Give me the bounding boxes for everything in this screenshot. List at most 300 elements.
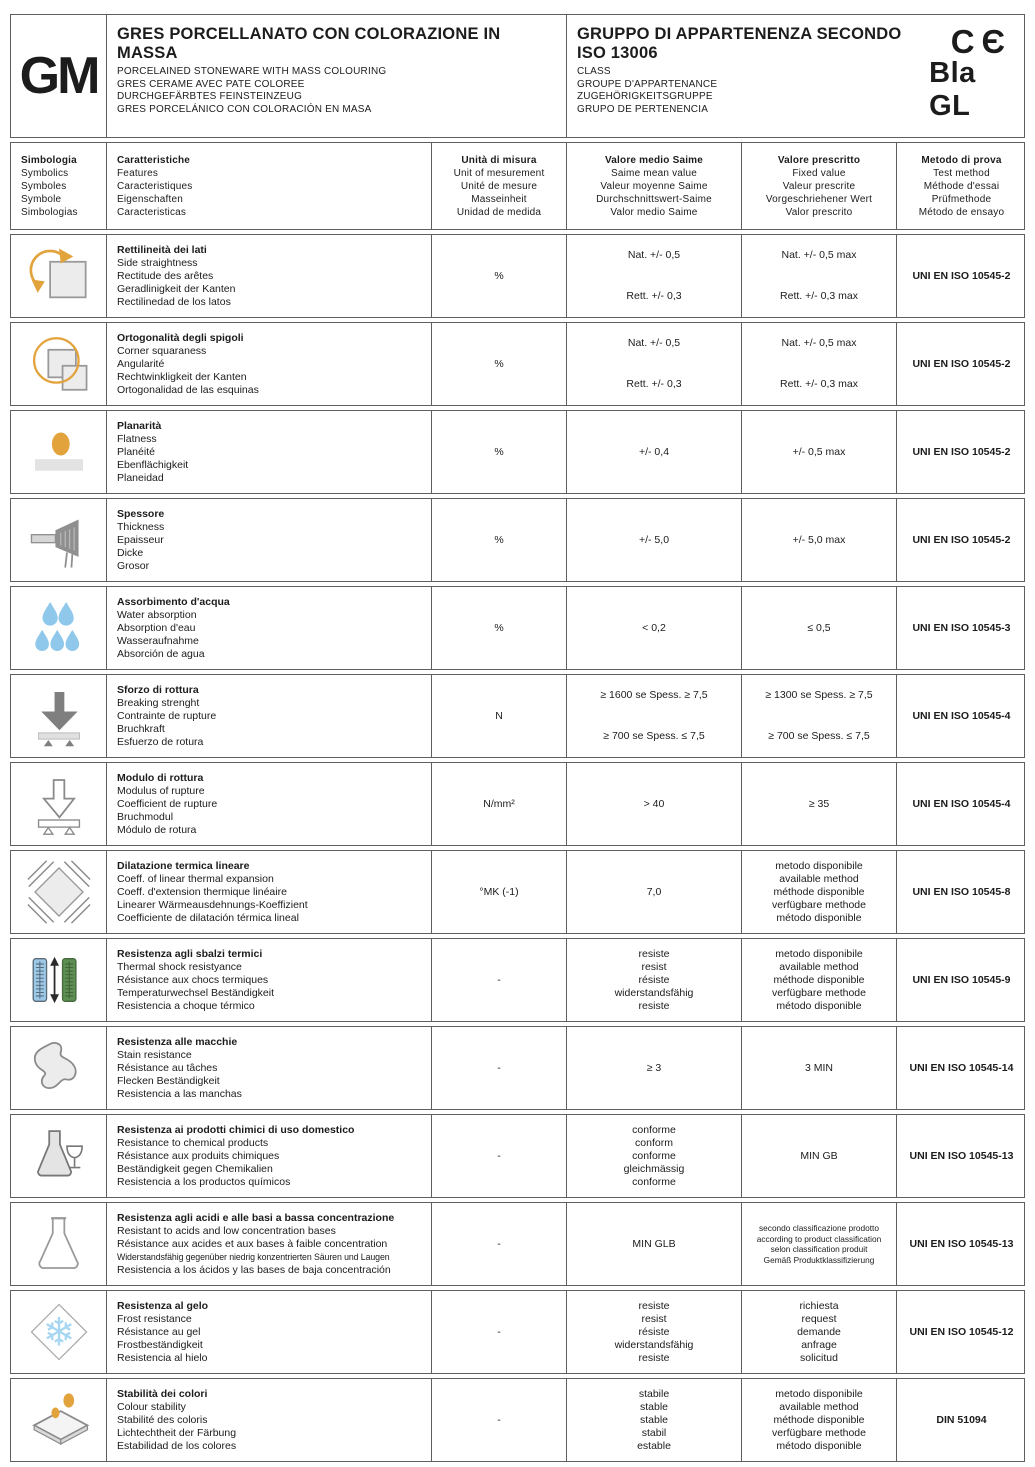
table-row <box>10 938 1025 1022</box>
feature-line: Estabilidad de los colores <box>117 1439 237 1452</box>
unit-value <box>431 939 566 1021</box>
mean-value <box>566 587 741 669</box>
feature-line: Résistance au tâches <box>117 1061 218 1074</box>
row-features <box>106 1115 431 1197</box>
fixed-value-line: solicitud <box>800 1351 838 1364</box>
mean-value <box>566 411 741 493</box>
table-row <box>10 1202 1025 1286</box>
mean-value-line: conform <box>635 1136 673 1149</box>
mean-value <box>566 1115 741 1197</box>
row-features <box>106 235 431 317</box>
feature-line: Breaking strenght <box>117 696 200 709</box>
method-value-line: UNI EN ISO 10545-3 <box>912 621 1011 634</box>
row-features <box>106 1203 431 1285</box>
column-header-line: Durchschnittswert-Saime <box>596 193 712 205</box>
column-header-line: Caracteristicas <box>117 206 187 218</box>
table-row <box>10 322 1025 406</box>
column-header-features <box>106 143 431 229</box>
mean-value-line: ≥ 700 se Spess. ≤ 7,5 <box>603 730 705 742</box>
column-header-line: Symboles <box>21 180 67 192</box>
row-symbol-cell <box>11 499 106 581</box>
feature-line: Coeff. d'extension thermique linéaire <box>117 885 287 898</box>
method-value-line: UNI EN ISO 10545-14 <box>909 1061 1014 1074</box>
method-value <box>896 235 1026 317</box>
feature-line: Spessore <box>117 507 165 520</box>
unit-value-line: N <box>495 709 503 722</box>
column-header-line: Features <box>117 167 159 179</box>
product-subtitles <box>117 66 556 116</box>
fixed-value-line: request <box>801 1312 837 1325</box>
fixed-value-line: Gemäß Produktklassifizierung <box>763 1254 875 1265</box>
fixed-value-line: metodo disponibile <box>775 947 863 960</box>
column-header-line: Unità di misura <box>461 154 537 166</box>
table-row <box>10 850 1025 934</box>
row-symbol-cell <box>11 763 106 845</box>
fixed-value <box>741 763 896 845</box>
unit-value <box>431 235 566 317</box>
column-header-line: Valore medio Saime <box>604 154 704 166</box>
mean-value <box>566 1203 741 1285</box>
feature-line: Esfuerzo de rotura <box>117 735 204 748</box>
feature-line: Rechtwinkligkeit der Kanten <box>117 370 247 383</box>
class-code: Bla GL <box>929 57 976 122</box>
mean-value-line: +/- 0,4 <box>638 445 670 458</box>
table-row <box>10 498 1025 582</box>
method-value-line: UNI EN ISO 10545-2 <box>912 269 1011 282</box>
mean-value <box>566 323 741 405</box>
svg-text:❄: ❄ <box>42 1310 75 1356</box>
fixed-value-line: método disponible <box>776 1439 862 1452</box>
feature-line: Flecken Beständigkeit <box>117 1074 220 1087</box>
feature-line: Rettilineità dei lati <box>117 243 207 256</box>
mean-value-line: 7,0 <box>646 885 662 898</box>
unit-value-line: - <box>497 1061 501 1074</box>
unit-value-line: % <box>494 357 504 370</box>
method-value-line: UNI EN ISO 10545-4 <box>912 709 1011 722</box>
brand-logo: GM <box>19 47 98 105</box>
feature-line: Resistencia a choque térmico <box>117 999 255 1012</box>
feature-line: Thermal shock resistyance <box>117 960 242 973</box>
column-header-line: Valore prescritto <box>777 154 861 166</box>
table-row <box>10 410 1025 494</box>
feature-line: Coefficiente de dilatación térmica lineal <box>117 911 299 924</box>
mean-value <box>566 1379 741 1461</box>
product-subtitle: GRES PORCELÁNICO CON COLORACIÓN EN MASA <box>117 103 372 115</box>
feature-line: Stabilità dei colori <box>117 1387 208 1400</box>
column-header-fixed <box>741 143 896 229</box>
modulus-of-rupture-icon <box>27 772 91 836</box>
group-subtitle: GRUPO DE PERTENENCIA <box>577 103 709 115</box>
column-header-line: Caratteristiche <box>117 154 191 166</box>
mean-value <box>566 499 741 581</box>
row-features <box>106 675 431 757</box>
column-header-line: Caracteristiques <box>117 180 193 192</box>
fixed-value-line: anfrage <box>801 1338 837 1351</box>
feature-line: Stain resistance <box>117 1048 192 1061</box>
unit-value-line: % <box>494 445 504 458</box>
feature-line: Temperaturwechsel Beständigkeit <box>117 986 274 999</box>
fixed-value-line: available method <box>779 872 859 885</box>
method-value <box>896 323 1026 405</box>
feature-line: Résistance au gel <box>117 1325 201 1338</box>
feature-line: Side straightness <box>117 256 198 269</box>
row-symbol-cell <box>11 587 106 669</box>
product-subtitle: GRES CERAME AVEC PATE COLOREE <box>117 78 305 90</box>
feature-line: Corner squaraness <box>117 344 207 357</box>
fixed-value <box>741 1115 896 1197</box>
unit-value <box>431 1115 566 1197</box>
fixed-value <box>741 1203 896 1285</box>
mean-value <box>566 675 741 757</box>
table-row <box>10 762 1025 846</box>
feature-line: Resistencia a los productos químicos <box>117 1175 291 1188</box>
mean-value-line: résiste <box>638 1325 670 1338</box>
method-value-line: DIN 51094 <box>936 1413 987 1426</box>
mean-value-line: widerstandsfähig <box>614 986 694 999</box>
fixed-value-line: available method <box>779 960 859 973</box>
acid-resistance-icon <box>27 1212 91 1276</box>
feature-line: Coeff. of linear thermal expansion <box>117 872 274 885</box>
side-straightness-icon <box>27 244 91 308</box>
row-features <box>106 323 431 405</box>
method-value-line: UNI EN ISO 10545-13 <box>909 1149 1014 1162</box>
feature-line: Geradlinigkeit der Kanten <box>117 282 236 295</box>
method-value <box>896 1203 1026 1285</box>
feature-line: Dicke <box>117 546 144 559</box>
fixed-value <box>741 235 896 317</box>
unit-value-line: - <box>497 1325 501 1338</box>
fixed-value-line: +/- 0,5 max <box>792 445 846 458</box>
column-header-line: Unidad de medida <box>456 206 542 218</box>
unit-value <box>431 323 566 405</box>
fixed-value <box>741 1027 896 1109</box>
column-header-line: Symbole <box>21 193 62 205</box>
feature-line: Resistencia al hielo <box>117 1351 208 1364</box>
unit-value <box>431 1291 566 1373</box>
feature-line: Resistance to chemical products <box>117 1136 269 1149</box>
fixed-value-line: demande <box>797 1325 841 1338</box>
mean-value-line: stabil <box>641 1426 667 1439</box>
feature-line: Grosor <box>117 559 150 572</box>
row-symbol-cell <box>11 1115 106 1197</box>
method-value <box>896 939 1026 1021</box>
unit-value <box>431 1379 566 1461</box>
method-value-line: UNI EN ISO 10545-9 <box>912 973 1011 986</box>
feature-line: Resistenza al gelo <box>117 1299 209 1312</box>
mean-value <box>566 939 741 1021</box>
table-row <box>10 1290 1025 1374</box>
row-symbol-cell <box>11 675 106 757</box>
feature-line: Modulus of rupture <box>117 784 205 797</box>
fixed-value-line: Rett. +/- 0,3 max <box>780 378 858 390</box>
feature-line: Ortogonalidad de las esquinas <box>117 383 259 396</box>
water-absorption-icon <box>27 596 91 660</box>
mean-value <box>566 1291 741 1373</box>
unit-value <box>431 587 566 669</box>
fixed-value-line: +/- 5,0 max <box>792 533 846 546</box>
fixed-value-line: méthode disponible <box>773 973 865 986</box>
mean-value <box>566 235 741 317</box>
mean-value-line: stabile <box>638 1387 670 1400</box>
frost-resistance-icon <box>27 1300 91 1364</box>
group-subtitle: ZUGEHÖRIGKEITSGRUPPE <box>577 91 713 102</box>
feature-line: Linearer Wärmeausdehnungs-Koeffizient <box>117 898 308 911</box>
feature-line: Resistencia a los ácidos y las bases de baja concentración <box>117 1263 391 1276</box>
method-value-line: UNI EN ISO 10545-2 <box>912 445 1011 458</box>
fixed-value-line: metodo disponibile <box>775 1387 863 1400</box>
unit-value <box>431 763 566 845</box>
table-row <box>10 586 1025 670</box>
mean-value-line: conforme <box>632 1149 676 1162</box>
row-symbol-cell <box>11 1291 106 1373</box>
mean-value-line: +/- 5,0 <box>638 533 670 546</box>
mean-value-line: resist <box>641 1312 667 1325</box>
group-title: GRUPPO DI APPARTENENZA SECONDO ISO 13006 <box>577 25 902 62</box>
method-value-line: UNI EN ISO 10545-8 <box>912 885 1011 898</box>
row-symbol-cell <box>11 235 106 317</box>
mean-value <box>566 851 741 933</box>
row-symbol-cell <box>11 411 106 493</box>
fixed-value-line: 3 MIN <box>804 1061 833 1074</box>
feature-line: Resistenza ai prodotti chimici di uso domestico <box>117 1123 355 1136</box>
column-header-line: Valeur prescrite <box>782 180 856 192</box>
column-header-mean <box>566 143 741 229</box>
method-value <box>896 499 1026 581</box>
chemical-resistance-icon <box>27 1124 91 1188</box>
feature-line: Planeidad <box>117 471 164 484</box>
feature-line: Rectitude des arêtes <box>117 269 214 282</box>
mean-value-line: gleichmässig <box>623 1162 685 1175</box>
feature-line: Widerstandsfähig gegenüber niedrig konzentrierten Säuren und Laugen <box>117 1251 390 1262</box>
mean-value-line: MIN GLB <box>632 1237 676 1250</box>
thermal-shock-icon <box>27 948 91 1012</box>
table-row <box>10 1378 1025 1462</box>
fixed-value-line: méthode disponible <box>773 885 865 898</box>
fixed-value-line: ≥ 700 se Spess. ≤ 7,5 <box>768 730 870 742</box>
mean-value-line: ≥ 3 <box>646 1061 662 1074</box>
column-header-line: Unité de mesure <box>460 180 538 192</box>
fixed-value-line: verfügbare methode <box>772 898 866 911</box>
product-subtitle: DURCHGEFÄRBTES FEINSTEINZEUG <box>117 91 303 102</box>
mean-value-line: Rett. +/- 0,3 <box>626 290 682 302</box>
feature-line: Módulo de rotura <box>117 823 197 836</box>
feature-line: Bruchkraft <box>117 722 165 735</box>
flatness-icon <box>27 420 91 484</box>
column-header-line: Valor medio Saime <box>610 206 698 218</box>
mean-value-line: stable <box>639 1400 669 1413</box>
fixed-value <box>741 411 896 493</box>
fixed-value-line: metodo disponibile <box>775 859 863 872</box>
feature-line: Resistant to acids and low concentration bases <box>117 1224 336 1237</box>
fixed-value <box>741 499 896 581</box>
mean-value-line: resiste <box>638 1351 670 1364</box>
table-row <box>10 234 1025 318</box>
feature-line: Resistencia a las manchas <box>117 1087 242 1100</box>
row-features <box>106 499 431 581</box>
breaking-strength-icon <box>27 684 91 748</box>
method-value <box>896 587 1026 669</box>
mean-value-line: resiste <box>638 1299 670 1312</box>
fixed-value <box>741 1291 896 1373</box>
table-row <box>10 674 1025 758</box>
fixed-value-line: ≥ 1300 se Spess. ≥ 7,5 <box>765 689 873 701</box>
thermal-expansion-icon <box>27 860 91 924</box>
fixed-value-line: MIN GB <box>800 1149 838 1162</box>
method-value <box>896 763 1026 845</box>
product-title-block <box>106 15 566 137</box>
group-subtitle: GROUPE D'APPARTENANCE <box>577 78 718 90</box>
row-symbol-cell <box>11 939 106 1021</box>
unit-value <box>431 1027 566 1109</box>
fixed-value-line: richiesta <box>799 1299 839 1312</box>
mean-value-line: resiste <box>638 947 670 960</box>
column-header-line: Método de ensayo <box>918 206 1005 218</box>
mean-value-line: résiste <box>638 973 670 986</box>
fixed-value-line: Rett. +/- 0,3 max <box>780 290 858 302</box>
table-row <box>10 1026 1025 1110</box>
stain-resistance-icon <box>27 1036 91 1100</box>
column-header-line: Unit of mesurement <box>453 167 545 179</box>
group-subtitles <box>577 66 929 116</box>
column-header-row <box>10 142 1025 230</box>
column-header-line: Vorgeschriehener Wert <box>765 193 873 205</box>
unit-value-line: % <box>494 269 504 282</box>
method-value <box>896 851 1026 933</box>
feature-line: Résistance aux acides et aux bases à faible concentration <box>117 1237 388 1250</box>
row-features <box>106 1291 431 1373</box>
row-symbol-cell <box>11 1027 106 1109</box>
mean-value-line: > 40 <box>643 797 665 810</box>
column-header-line: Test method <box>933 167 990 179</box>
fixed-value-line: verfügbare methode <box>772 1426 866 1439</box>
fixed-value-line: méthode disponible <box>773 1413 865 1426</box>
mean-value-line: estable <box>637 1439 671 1452</box>
table-row <box>10 1114 1025 1198</box>
mean-value-line: Nat. +/- 0,5 <box>627 249 681 261</box>
fixed-value-line: according to product classification <box>756 1233 882 1244</box>
fixed-value <box>741 1379 896 1461</box>
feature-line: Bruchmodul <box>117 810 174 823</box>
column-header-unit <box>431 143 566 229</box>
mean-value-line: widerstandsfähig <box>614 1338 694 1351</box>
unit-value-line: °MK (-1) <box>479 885 519 898</box>
feature-line: Contrainte de rupture <box>117 709 217 722</box>
method-value-line: UNI EN ISO 10545-13 <box>909 1237 1014 1250</box>
column-header-method <box>896 143 1026 229</box>
feature-line: Résistance aux chocs termiques <box>117 973 269 986</box>
method-value <box>896 1379 1026 1461</box>
column-header-line: Simbologia <box>21 154 77 166</box>
mean-value-line: conforme <box>632 1123 676 1136</box>
fixed-value-line: ≥ 35 <box>808 797 830 810</box>
fixed-value-line: ≤ 0,5 <box>807 621 831 634</box>
certification-block <box>929 25 1016 129</box>
group-title-block <box>577 25 929 129</box>
feature-line: Sforzo di rottura <box>117 683 199 696</box>
fixed-value <box>741 323 896 405</box>
feature-line: Absorción de agua <box>117 647 205 660</box>
feature-line: Water absorption <box>117 608 197 621</box>
method-value-line: UNI EN ISO 10545-2 <box>912 357 1011 370</box>
column-header-line: Valor prescrito <box>785 206 853 218</box>
method-value-line: UNI EN ISO 10545-12 <box>909 1325 1014 1338</box>
unit-value-line: - <box>497 1149 501 1162</box>
column-header-line: Méthode d'essai <box>923 180 1000 192</box>
feature-line: Modulo di rottura <box>117 771 204 784</box>
feature-line: Frost resistance <box>117 1312 192 1325</box>
column-header-line: Simbologias <box>21 206 78 218</box>
mean-value-line: Rett. +/- 0,3 <box>626 378 682 390</box>
feature-line: Coefficient de rupture <box>117 797 218 810</box>
feature-line: Assorbimento d'acqua <box>117 595 230 608</box>
fixed-value-line: método disponible <box>776 999 862 1012</box>
row-features <box>106 851 431 933</box>
row-features <box>106 587 431 669</box>
feature-line: Resistenza agli acidi e alle basi a bassa concentrazione <box>117 1211 395 1224</box>
fixed-value-line: verfügbare methode <box>772 986 866 999</box>
feature-line: Ebenflächigkeit <box>117 458 189 471</box>
feature-line: Resistenza alle macchie <box>117 1035 238 1048</box>
feature-line: Stabilité des coloris <box>117 1413 208 1426</box>
column-header-line: Symbolics <box>21 167 69 179</box>
column-header-line: Saime mean value <box>610 167 698 179</box>
feature-line: Planarità <box>117 419 162 432</box>
feature-line: Colour stability <box>117 1400 186 1413</box>
row-features <box>106 411 431 493</box>
product-subtitle: PORCELAINED STONEWARE WITH MASS COLOURING <box>117 66 387 77</box>
method-value <box>896 1027 1026 1109</box>
mean-value <box>566 763 741 845</box>
corner-squareness-icon <box>27 332 91 396</box>
thickness-icon <box>27 508 91 572</box>
column-header-line: Masseinheit <box>471 193 527 205</box>
ce-mark-icon: CЄ <box>950 23 1012 60</box>
mean-value-line: ≥ 1600 se Spess. ≥ 7,5 <box>600 689 708 701</box>
unit-value <box>431 411 566 493</box>
unit-value-line: - <box>497 1413 501 1426</box>
product-title: GRES PORCELLANATO CON COLORAZIONE IN MASSA <box>117 25 501 62</box>
feature-line: Résistance aux produits chimiques <box>117 1149 280 1162</box>
mean-value-line: resist <box>641 960 667 973</box>
method-value <box>896 1291 1026 1373</box>
mean-value <box>566 1027 741 1109</box>
method-value <box>896 1115 1026 1197</box>
feature-line: Epaisseur <box>117 533 164 546</box>
feature-line: Lichtechtheit der Färbung <box>117 1426 237 1439</box>
column-header-line: Valeur moyenne Saime <box>600 180 708 192</box>
row-features <box>106 939 431 1021</box>
mean-value-line: stable <box>639 1413 669 1426</box>
mean-value-line: resiste <box>638 999 670 1012</box>
column-header-line: Metodo di prova <box>921 154 1002 166</box>
group-block <box>566 15 1026 137</box>
feature-line: Resistenza agli sbalzi termici <box>117 947 263 960</box>
fixed-value-line: available method <box>779 1400 859 1413</box>
fixed-value <box>741 851 896 933</box>
fixed-value <box>741 587 896 669</box>
feature-line: Angularité <box>117 357 165 370</box>
unit-value <box>431 1203 566 1285</box>
row-symbol-cell <box>11 1379 106 1461</box>
unit-value <box>431 675 566 757</box>
feature-line: Flatness <box>117 432 157 445</box>
method-value <box>896 411 1026 493</box>
row-symbol-cell <box>11 1203 106 1285</box>
unit-value-line: - <box>497 1237 501 1250</box>
feature-line: Absorption d'eau <box>117 621 196 634</box>
color-stability-icon <box>27 1388 91 1452</box>
sheet-header <box>10 14 1025 138</box>
